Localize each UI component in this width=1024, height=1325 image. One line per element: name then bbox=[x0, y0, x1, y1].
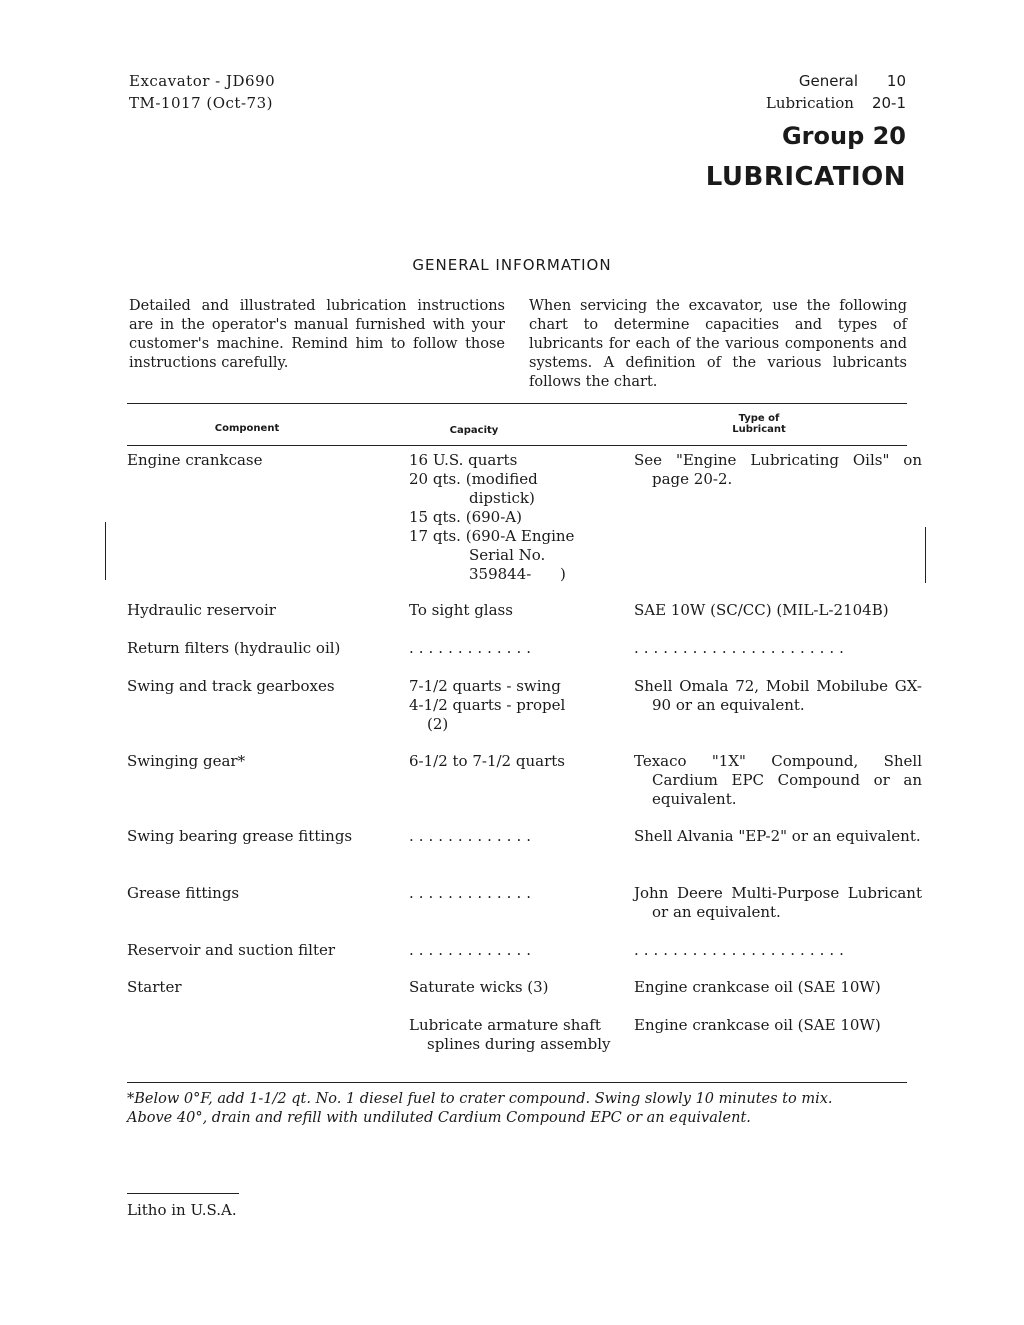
row-starter-lubricant-1: Engine crankcase oil (SAE 10W) bbox=[634, 978, 881, 996]
footnote-line-2: Above 40°, drain and refill with undiluted Cardium Compound EPC or an equivalent. bbox=[127, 1110, 751, 1126]
table-header-rule bbox=[127, 445, 907, 446]
row-engine-crankcase-capacity bbox=[409, 451, 609, 584]
capacity-line: 17 qts. (690-A Engine bbox=[409, 527, 575, 545]
row-engine-crankcase-component: Engine crankcase bbox=[127, 451, 263, 469]
row-swing-bearing-component: Swing bearing grease fittings bbox=[127, 827, 353, 845]
header-section-num: 10 bbox=[886, 72, 906, 90]
header-section: General bbox=[798, 72, 858, 90]
header-type-line2: Lubricant bbox=[732, 424, 786, 435]
row-swinging-gear-capacity: 6-1/2 to 7-1/2 quarts bbox=[409, 752, 565, 770]
row-starter-capacity-2: Lubricate armature shaft splines during assembly bbox=[409, 1016, 611, 1053]
capacity-line: 7-1/2 quarts - swing bbox=[409, 677, 561, 695]
capacity-line: 359844- ) bbox=[469, 565, 566, 583]
header-right bbox=[766, 70, 906, 114]
capacity-line: 16 U.S. quarts bbox=[409, 451, 518, 469]
intro-left-paragraph: Detailed and illustrated lubrication instructions are in the operator's manual furnished with your customer's machine. Remind him to follow those instructions carefully. bbox=[129, 298, 505, 371]
row-swing-track-capacity bbox=[409, 677, 609, 734]
revision-bar-right bbox=[925, 527, 926, 583]
row-reservoir-suction-component: Reservoir and suction filter bbox=[127, 941, 336, 959]
capacity-line: 15 qts. (690-A) bbox=[409, 508, 522, 526]
footnote-line-1: *Below 0°F, add 1-1/2 qt. No. 1 diesel fuel to crater compound. Swing slowly 10 minutes to mix. bbox=[127, 1091, 833, 1107]
row-swing-bearing-capacity: ............. bbox=[409, 827, 536, 845]
row-hydraulic-reservoir-lubricant: SAE 10W (SC/CC) (MIL-L-2104B) bbox=[634, 601, 889, 619]
row-engine-crankcase-lubricant: See "Engine Lubricating Oils" on page 20-2. bbox=[634, 451, 922, 488]
capacity-line: 4-1/2 quarts - propel bbox=[409, 696, 566, 714]
row-swing-track-lubricant: Shell Omala 72, Mobil Mobilube GX-90 or an equivalent. bbox=[634, 677, 922, 714]
table-bottom-rule bbox=[127, 1082, 907, 1083]
intro-right-paragraph: When servicing the excavator, use the following chart to determine capacities and types of lubricants for each of the various components and systems. A definition of the various lubricants follows the chart. bbox=[529, 298, 907, 390]
header-subsection: Lubrication bbox=[765, 94, 854, 112]
footnote bbox=[127, 1090, 912, 1128]
header-capacity: Capacity bbox=[449, 425, 499, 436]
row-swinging-gear-lubricant: Texaco "1X" Compound, Shell Cardium EPC Compound or an equivalent. bbox=[634, 752, 922, 808]
header-machine: Excavator - JD690 bbox=[129, 72, 276, 90]
header-type bbox=[714, 413, 804, 435]
group-title: Group 20 bbox=[781, 122, 906, 150]
row-return-filters-component: Return filters (hydraulic oil) bbox=[127, 639, 341, 657]
header-manual-id: TM-1017 (Oct-73) bbox=[129, 94, 273, 112]
row-return-filters-lubricant: ...................... bbox=[634, 639, 849, 657]
footer-litho: Litho in U.S.A. bbox=[127, 1201, 237, 1219]
row-hydraulic-reservoir-component: Hydraulic reservoir bbox=[127, 601, 276, 619]
row-starter-capacity-1: Saturate wicks (3) bbox=[409, 978, 549, 996]
capacity-line: (2) bbox=[427, 715, 449, 733]
header-left bbox=[129, 70, 275, 114]
row-reservoir-suction-lubricant: ...................... bbox=[634, 941, 849, 959]
capacity-line: dipstick) bbox=[469, 489, 535, 507]
row-reservoir-suction-capacity: ............. bbox=[409, 941, 536, 959]
row-starter-lubricant-2: Engine crankcase oil (SAE 10W) bbox=[634, 1016, 881, 1034]
header-component: Component bbox=[214, 423, 280, 434]
row-swing-bearing-lubricant: Shell Alvania "EP-2" or an equivalent. bbox=[634, 827, 921, 845]
row-return-filters-capacity: ............. bbox=[409, 639, 536, 657]
row-grease-fittings-capacity: ............. bbox=[409, 884, 536, 902]
capacity-line: 20 qts. (modified bbox=[409, 470, 538, 488]
table-top-rule bbox=[127, 403, 907, 404]
general-info-heading: GENERAL INFORMATION bbox=[412, 256, 612, 274]
section-title: LUBRICATION bbox=[705, 162, 906, 192]
header-type-line1: Type of bbox=[738, 413, 780, 424]
row-starter-component: Starter bbox=[127, 978, 182, 996]
revision-bar-left bbox=[105, 522, 106, 580]
header-page-num: 20-1 bbox=[871, 94, 906, 112]
row-grease-fittings-lubricant: John Deere Multi-Purpose Lubricant or an equivalent. bbox=[634, 884, 922, 921]
row-grease-fittings-component: Grease fittings bbox=[127, 884, 240, 902]
footer-rule bbox=[127, 1193, 239, 1194]
row-hydraulic-reservoir-capacity: To sight glass bbox=[409, 601, 513, 619]
row-swing-track-component: Swing and track gearboxes bbox=[127, 677, 335, 695]
row-swinging-gear-component: Swinging gear* bbox=[127, 752, 246, 770]
capacity-line: Serial No. bbox=[469, 546, 546, 564]
